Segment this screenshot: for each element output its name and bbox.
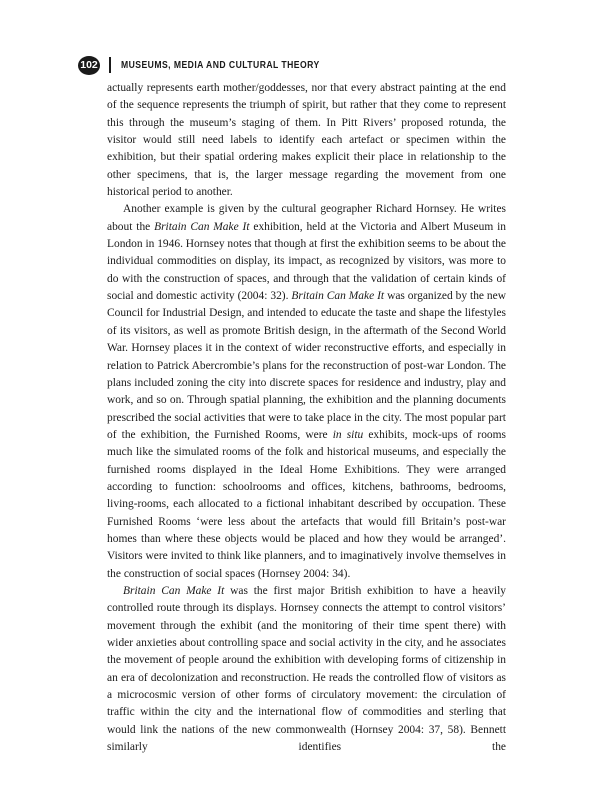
italic-title-text: Britain Can Make It <box>291 290 385 303</box>
text-run: was the first major British exhibition to have a heavily controlled route through its displays. Hornsey connects the attempt to control visitors’ movement through the exhibit (and the monitoring of their time spent there) with wider anxieties about controlling space and social activity in the city, and he associates the movement of people around the exhibition with developing forms of citizenship in an era of decolonization and reconstruction. He reads the controlled flow of visitors as a microcosmic version of other forms of circulatory movement: the circulation of traffic within the city and the international flow of commodities and sterling that would link the nations of the new commonwealth (Hornsey 2004: 37, 58). Bennett similarly identifies the <box>107 584 506 754</box>
text-run: actually represents earth mother/goddesses, nor that every abstract painting at the end of the sequence represents the triumph of spirit, but rather that they come to represent this through the museum’s staging of them. In Pitt Rivers’ proposed rotunda, the visitor would still need labels to identify each artefact or specimen within the exhibition, but their spatial ordering makes explicit their place in relationship to the other specimens, that is, the larger message regarding the movement from one historical period to another. <box>107 82 506 199</box>
page-number-badge: 102 <box>78 56 100 75</box>
paragraph-3 <box>107 583 506 756</box>
header-divider <box>109 57 111 73</box>
text-run: Another example is given by the cultural geographer Richard Hornsey. He writes about the <box>107 203 506 233</box>
paragraph-2 <box>107 201 506 583</box>
italic-title-text: Britain Can Make It <box>154 220 250 233</box>
paragraph-1 <box>107 80 506 201</box>
italic-title-text: in situ <box>332 428 364 441</box>
body-text <box>107 80 506 756</box>
text-run: exhibition, held at the Victoria and Albert Museum in London in 1946. Hornsey notes that though at first the exhibition seems to be about the individual commodities on display, its impact, as recognized by visitors, was more to do with the construction of spaces, and through that the validation of certain kinds of social and domestic activity (2004: 32). <box>107 220 506 303</box>
italic-title-text: Britain Can Make It <box>123 584 225 597</box>
text-run: exhibits, mock-ups of rooms much like the simulated rooms of the folk and historical museums, and especially the furnished rooms displayed in the Ideal Home Exhibitions. They were arranged according to function: schoolrooms and offices, kitchens, bathrooms, bedrooms, living-rooms, each allocated to a fictional inhabitant described by occupation. These Furnished Rooms ‘were less about the artefacts that would fill Britain’s post-war homes than where these objects would be placed and how they would be arranged’. Visitors were invited to think like planners, and to imaginatively involve themselves in the construction of social spaces (Hornsey 2004: 34). <box>107 428 506 580</box>
running-header <box>78 55 363 75</box>
running-title: MUSEUMS, MEDIA AND CULTURAL THEORY <box>121 59 320 71</box>
text-run: was organized by the new Council for Industrial Design, and intended to educate the taste and shape the lifestyles of its visitors, as well as promote British design, in the aftermath of the Second World War. Hornsey places it in the context of wider reconstructive efforts, and especially in relation to Patrick Abercrombie’s plans for the reconstruction of post-war London. The plans included zoning the city into discrete spaces for residence and industry, play and work, and so on. Through spatial planning, the exhibition and the planning documents prescribed the social activities that were to take place in the city. The most popular part of the exhibition, the Furnished Rooms, were <box>107 290 506 441</box>
